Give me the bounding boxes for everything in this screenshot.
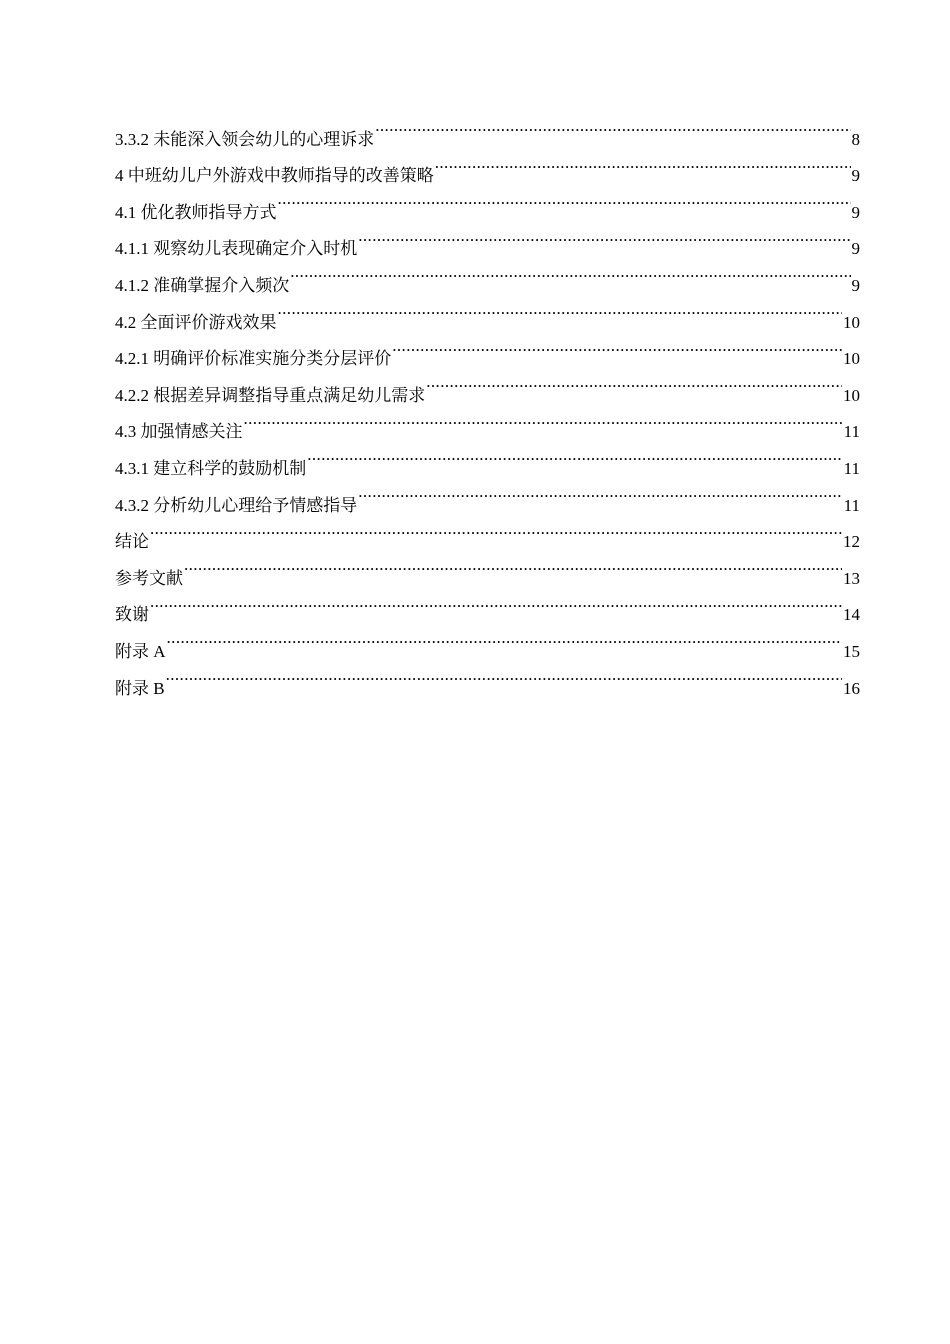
toc-page-number: 11 — [843, 495, 860, 515]
toc-entry-label: 结论 — [115, 532, 149, 552]
toc-dot-leader — [278, 181, 851, 218]
toc-page-number: 10 — [843, 312, 860, 332]
toc-entry-label: 4 中班幼儿户外游戏中教师指导的改善策略 — [115, 166, 434, 186]
toc-entry-label: 4.2.2 根据差异调整指导重点满足幼儿需求 — [115, 385, 426, 405]
toc-page-number: 10 — [843, 385, 860, 405]
toc-dot-leader — [392, 328, 842, 365]
toc-dot-leader — [290, 254, 850, 291]
toc-dot-leader — [150, 584, 842, 621]
toc-page-number: 9 — [851, 275, 860, 295]
toc-entry-label: 4.1.1 观察幼儿表现确定介入时机 — [115, 239, 358, 259]
toc-dot-leader — [358, 218, 850, 255]
toc-page-number: 8 — [851, 129, 860, 149]
toc-page-number: 9 — [851, 239, 860, 259]
table-of-contents — [115, 108, 860, 698]
toc-entry[interactable] — [115, 511, 860, 552]
toc-page-number: 14 — [843, 605, 860, 625]
toc-page-number: 11 — [843, 422, 860, 442]
toc-entry[interactable] — [115, 547, 860, 588]
toc-page-number: 9 — [851, 166, 860, 186]
toc-dot-leader — [426, 364, 842, 401]
toc-page-number: 13 — [843, 568, 860, 588]
toc-entry[interactable] — [115, 108, 860, 149]
toc-dot-leader — [435, 145, 851, 182]
toc-dot-leader — [375, 108, 850, 145]
toc-page-number: 10 — [843, 349, 860, 369]
toc-page-number: 15 — [843, 641, 860, 661]
toc-dot-leader — [278, 291, 843, 328]
toc-dot-leader — [150, 511, 842, 548]
toc-entry[interactable] — [115, 620, 860, 661]
toc-page-number: 12 — [843, 532, 860, 552]
toc-dot-leader — [166, 657, 842, 694]
toc-entry-label: 附录 B — [115, 678, 165, 698]
toc-dot-leader — [167, 620, 842, 657]
toc-entry[interactable] — [115, 584, 860, 625]
toc-entry[interactable] — [115, 657, 860, 698]
toc-page-number: 16 — [843, 678, 860, 698]
toc-dot-leader — [307, 437, 842, 474]
toc-page-number: 9 — [851, 202, 860, 222]
toc-entry-label: 3.3.2 未能深入领会幼儿的心理诉求 — [115, 129, 375, 149]
toc-entry-label: 致谢 — [115, 605, 149, 625]
toc-entry-label: 4.3 加强情感关注 — [115, 422, 243, 442]
toc-entry-label: 4.3.1 建立科学的鼓励机制 — [115, 458, 307, 478]
toc-entry-label: 参考文献 — [115, 568, 183, 588]
toc-entry-label: 4.1.2 准确掌握介入频次 — [115, 275, 290, 295]
toc-entry-label: 4.1 优化教师指导方式 — [115, 202, 277, 222]
toc-entry-label: 附录 A — [115, 641, 166, 661]
toc-entry-label: 4.3.2 分析幼儿心理给予情感指导 — [115, 495, 358, 515]
toc-dot-leader — [184, 547, 842, 584]
toc-entry-label: 4.2 全面评价游戏效果 — [115, 312, 277, 332]
toc-page-number: 11 — [843, 458, 860, 478]
toc-dot-leader — [358, 474, 842, 511]
toc-dot-leader — [244, 401, 843, 438]
toc-entry-label: 4.2.1 明确评价标准实施分类分层评价 — [115, 349, 392, 369]
